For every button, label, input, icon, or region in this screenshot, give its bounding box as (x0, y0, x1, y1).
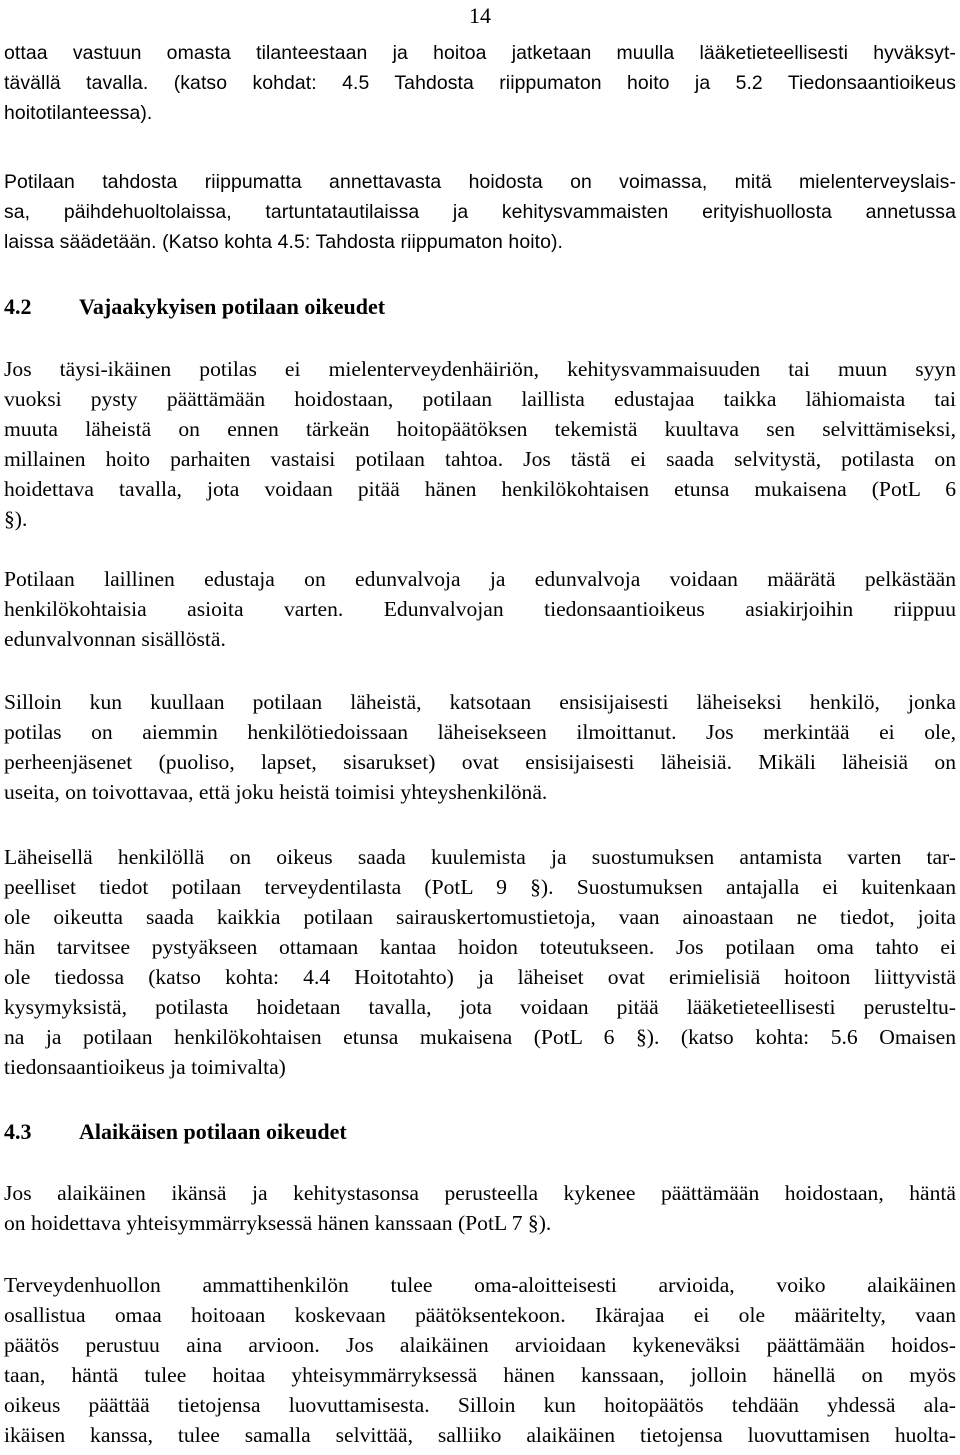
text-line: peelliset tiedot potilaan terveydentilasta (PotL 9 §). Suostumuksen antajalla ei kuitenkaan (4, 875, 956, 899)
text-line: henkilökohtaisia asioita varten. Edunvalvojan tiedonsaantioikeus asiakirjoihin riippuu (4, 597, 956, 621)
section-title: Vajaakykyisen potilaan oikeudet (79, 294, 386, 319)
text-line: tiedonsaantioikeus ja toimivalta) (4, 1055, 286, 1079)
paragraph-4-2-3 (4, 687, 956, 807)
paragraph-4-2-2 (4, 564, 956, 654)
text-line: hoidettava tavalla, jota voidaan pitää hänen henkilökohtaisen etunsa mukaisena (PotL 6 (4, 477, 956, 501)
text-line: hoitotilanteessa). (4, 102, 153, 124)
text-line: Potilaan laillinen edustaja on edunvalvoja ja edunvalvoja voidaan määrätä pelkästään (4, 567, 956, 591)
text-line: Potilaan tahdosta riippumatta annettavasta hoidosta on voimassa, mitä mielenterveyslais- (4, 171, 956, 193)
text-line: useita, on toivottavaa, että joku heistä toimisi yhteyshenkilönä. (4, 780, 548, 804)
text-line: §). (4, 507, 28, 531)
text-line: edunvalvonnan sisällöstä. (4, 627, 226, 651)
text-line: ole oikeutta saada kaikkia potilaan sairauskertomustietoja, vaan ainoastaan ne tiedot, joita (4, 905, 956, 929)
text-line: ottaa vastuun omasta tilanteestaan ja hoitoa jatketaan muulla lääketieteellisesti hyväksyt- (4, 42, 956, 64)
text-line: Jos täysi-ikäinen potilas ei mielenterveydenhäiriön, kehitysvammaisuuden tai muun syyn (4, 357, 956, 381)
paragraph-intro (4, 38, 956, 128)
text-line: Terveydenhuollon ammattihenkilön tulee oma-aloitteisesti arvioida, voiko alaikäinen (4, 1273, 956, 1297)
paragraph-4-2-1 (4, 354, 956, 534)
text-line: Läheisellä henkilöllä on oikeus saada kuulemista ja suostumuksen antamista varten tar- (4, 845, 956, 869)
paragraph-involuntary-care (4, 167, 956, 257)
text-line: tävällä tavalla. (katso kohdat: 4.5 Tahdosta riippumaton hoito ja 5.2 Tiedonsaantioikeus (4, 72, 956, 94)
text-line: potilas on aiemmin henkilötiedoissaan läheisekseen ilmoittanut. Jos merkintää ei ole, (4, 720, 956, 744)
paragraph-4-2-4 (4, 842, 956, 1082)
text-line: taan, häntä tulee hoitaa yhteisymmärryksessä hänen kanssaan, jolloin hänellä on myös (4, 1363, 956, 1387)
text-line: ole tiedossa (katso kohta: 4.4 Hoitotahto) ja läheiset ovat erimielisiä hoitoon liittyvistä (4, 965, 956, 989)
page-number: 14 (469, 3, 491, 28)
text-line: sa, päihdehuoltolaissa, tartuntatautilaissa ja kehitysvammaisten erityishuollosta annetussa (4, 201, 956, 223)
section-number: 4.3 (4, 1119, 32, 1144)
section-number: 4.2 (4, 294, 32, 319)
text-line: vuoksi pysty päättämään hoidostaan, potilaan laillista edustajaa taikka lähiomaista tai (4, 387, 956, 411)
text-line: na ja potilaan henkilökohtaisen etunsa mukaisena (PotL 6 §). (katso kohta: 5.6 Omaisen (4, 1025, 956, 1049)
section-heading-4-2 (4, 292, 385, 322)
section-title: Alaikäisen potilaan oikeudet (79, 1119, 347, 1144)
text-line: laissa säädetään. (Katso kohta 4.5: Tahdosta riippumaton hoito). (4, 231, 564, 253)
text-line: millainen hoito parhaiten vastaisi potilaan tahtoa. Jos tästä ei saada selvitystä, potilasta on (4, 447, 956, 471)
paragraph-4-3-2 (4, 1270, 956, 1450)
text-line: päätös perustuu aina arvioon. Jos alaikäinen arvioidaan kykeneväksi päättämään hoidos- (4, 1333, 956, 1357)
paragraph-4-3-1 (4, 1178, 956, 1238)
text-line: perheenjäsenet (puoliso, lapset, sisarukset) ovat ensisijaisesti läheisiä. Mikäli läheisiä on (4, 750, 956, 774)
section-heading-4-3 (4, 1117, 347, 1147)
text-line: Jos alaikäinen ikänsä ja kehitystasonsa perusteella kykenee päättämään hoidostaan, häntä (4, 1181, 956, 1205)
text-line: Silloin kun kuullaan potilaan läheistä, katsotaan ensisijaisesti läheiseksi henkilö, jonka (4, 690, 956, 714)
text-line: hän tarvitsee pystyäkseen ottamaan kantaa hoidon toteutukseen. Jos potilaan oma tahto ei (4, 935, 956, 959)
text-line: osallistua omaa hoitoaan koskevaan päätöksentekoon. Ikärajaa ei ole määritelty, vaan (4, 1303, 956, 1327)
text-line: muuta läheistä on ennen tärkeän hoitopäätöksen tekemistä kuultava sen selvittämiseksi, (4, 417, 956, 441)
text-line: kysymyksistä, potilasta hoidetaan tavalla, jota voidaan pitää lääketieteellisesti perusteltu- (4, 995, 956, 1019)
text-line: on hoidettava yhteisymmärryksessä hänen kanssaan (PotL 7 §). (4, 1211, 552, 1235)
text-line: oikeus päättää tietojensa luovuttamisesta. Silloin kun hoitopäätös tehdään yhdessä ala- (4, 1393, 956, 1417)
text-line: ikäisen kanssa, tulee samalla selvittää, salliiko alaikäinen tietojensa luovuttamisen huolta- (4, 1423, 956, 1447)
